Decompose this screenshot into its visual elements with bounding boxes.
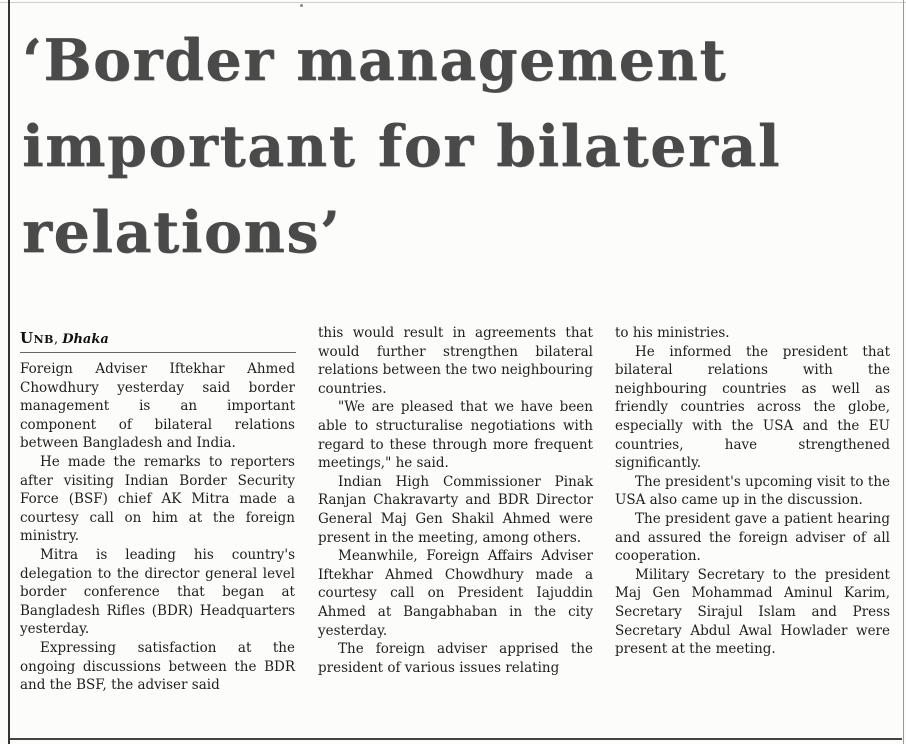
paragraph: Military Secretary to the president Maj Gen Mohammad Aminul Karim, Secretary Sirajul Islam and Press Secretary Abdul Awal Howlader were present at the meeting. bbox=[615, 566, 890, 658]
paragraph: Foreign Adviser Iftekhar Ahmed Chowdhury yesterday said border management is an important component of bilateral relations between Bangladesh and India. bbox=[20, 361, 295, 452]
paragraph: Expressing satisfaction at the ongoing discussions between the BDR and the BSF, the adviser said bbox=[20, 639, 295, 694]
paragraph: "We are pleased that we have been able to structuralise negotiations with regard to these through more frequent meetings," he said. bbox=[318, 399, 593, 472]
headline-line-3: relations’ bbox=[22, 199, 342, 266]
article-headline bbox=[22, 18, 892, 276]
paragraph: The foreign adviser apprised the president of various issues relating bbox=[318, 641, 593, 676]
print-speck bbox=[300, 4, 303, 7]
paragraph: Meanwhile, Foreign Affairs Adviser Iftekhar Ahmed Chowdhury made a courtesy call on President Iajuddin Ahmed at Bangabhaban in the city yesterday. bbox=[318, 548, 593, 639]
left-column-rule bbox=[8, 0, 10, 744]
byline: Unb, Dhaka bbox=[20, 329, 109, 347]
byline-divider bbox=[20, 352, 296, 353]
byline-agency: Unb bbox=[20, 329, 54, 347]
paragraph: to his ministries. bbox=[615, 325, 730, 341]
article-column-2 bbox=[318, 324, 593, 677]
paragraph: The president's upcoming visit to the USA also came up in the discussion. bbox=[615, 473, 890, 509]
paragraph: this would result in agreements that would further strengthen bilateral relations between the two neighbouring countries. bbox=[318, 325, 593, 397]
headline-line-2: important for bilateral bbox=[22, 113, 781, 180]
article-column-3 bbox=[615, 324, 890, 659]
paragraph: The president gave a patient hearing and assured the foreign adviser of all cooperation. bbox=[615, 510, 890, 565]
right-border bbox=[903, 0, 904, 744]
article-column-1 bbox=[20, 360, 295, 695]
top-border bbox=[0, 2, 906, 3]
byline-place: Dhaka bbox=[62, 332, 109, 347]
headline-line-1: ‘Border management bbox=[22, 27, 728, 94]
paragraph: Mitra is leading his country's delegation to the director general level border conference that began at Bangladesh Rifles (BDR) Headquarters yesterday. bbox=[20, 546, 295, 638]
paragraph: He informed the president that bilateral relations with the neighbouring countries as well as friendly countries across the globe, especially with the USA and the EU countries, have strengthened significantly. bbox=[615, 343, 890, 472]
paragraph: Indian High Commissioner Pinak Ranjan Chakravarty and BDR Director General Maj Gen Shakil Ahmed were present in the meeting, among others. bbox=[318, 473, 593, 546]
bottom-rule bbox=[10, 738, 902, 740]
paragraph: He made the remarks to reporters after visiting Indian Border Security Force (BSF) chief AK Mitra made a courtesy call on him at the foreign ministry. bbox=[20, 453, 295, 545]
